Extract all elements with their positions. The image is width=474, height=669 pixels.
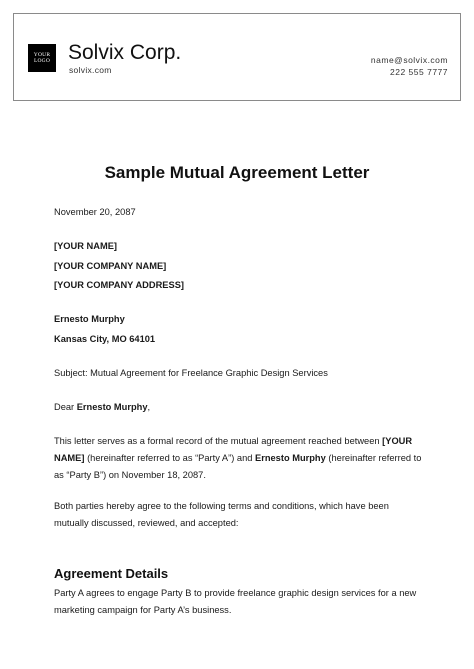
intro-text-3: (hereinafter referred to as “Party B”) on November 18, 2087. (54, 453, 422, 480)
contact-phone: 222 555 7777 (390, 67, 448, 77)
subject-line: Subject: Mutual Agreement for Freelance Graphic Design Services (54, 368, 328, 378)
company-name: Solvix Corp. (68, 41, 182, 64)
terms-paragraph: Both parties hereby agree to the following terms and conditions, which have been mutually discussed, reviewed, and accepted: (54, 501, 389, 528)
recipient-name: Ernesto Murphy (54, 314, 125, 324)
salutation-prefix: Dear (54, 402, 77, 412)
section-heading: Agreement Details (54, 566, 169, 581)
intro-party-b: Ernesto Murphy (255, 453, 326, 463)
contact-block (371, 54, 448, 78)
logo-text-line2: LOGO (33, 58, 51, 64)
intro-paragraph (54, 433, 426, 484)
company-website: solvix.com (69, 65, 112, 75)
intro-text-1: This letter serves as a formal record of the mutual agreement reached between (54, 436, 383, 446)
sender-address: [YOUR COMPANY ADDRESS] (54, 280, 184, 290)
document-title: Sample Mutual Agreement Letter (104, 163, 370, 182)
salutation-name: Ernesto Murphy (76, 402, 148, 412)
sender-company: [YOUR COMPANY NAME] (54, 261, 167, 271)
intro-party-a: [YOUR NAME] (54, 436, 413, 463)
letter-date: November 20, 2087 (54, 207, 136, 217)
company-logo (28, 44, 56, 72)
contact-email: name@solvix.com (370, 55, 448, 65)
sender-name: [YOUR NAME] (54, 241, 118, 251)
recipient-location: Kansas City, MO 64101 (54, 334, 156, 344)
agreement-paragraph: Party A agrees to engage Party B to provide freelance graphic design services for a new marketing campaign for Party A’s business. (54, 588, 417, 615)
letterhead (13, 13, 461, 101)
logo-text-line1: YOUR (33, 52, 51, 58)
intro-text-2: (hereinafter referred to as “Party A”) and (84, 453, 256, 463)
salutation-suffix: , (147, 402, 151, 412)
salutation (54, 399, 424, 416)
